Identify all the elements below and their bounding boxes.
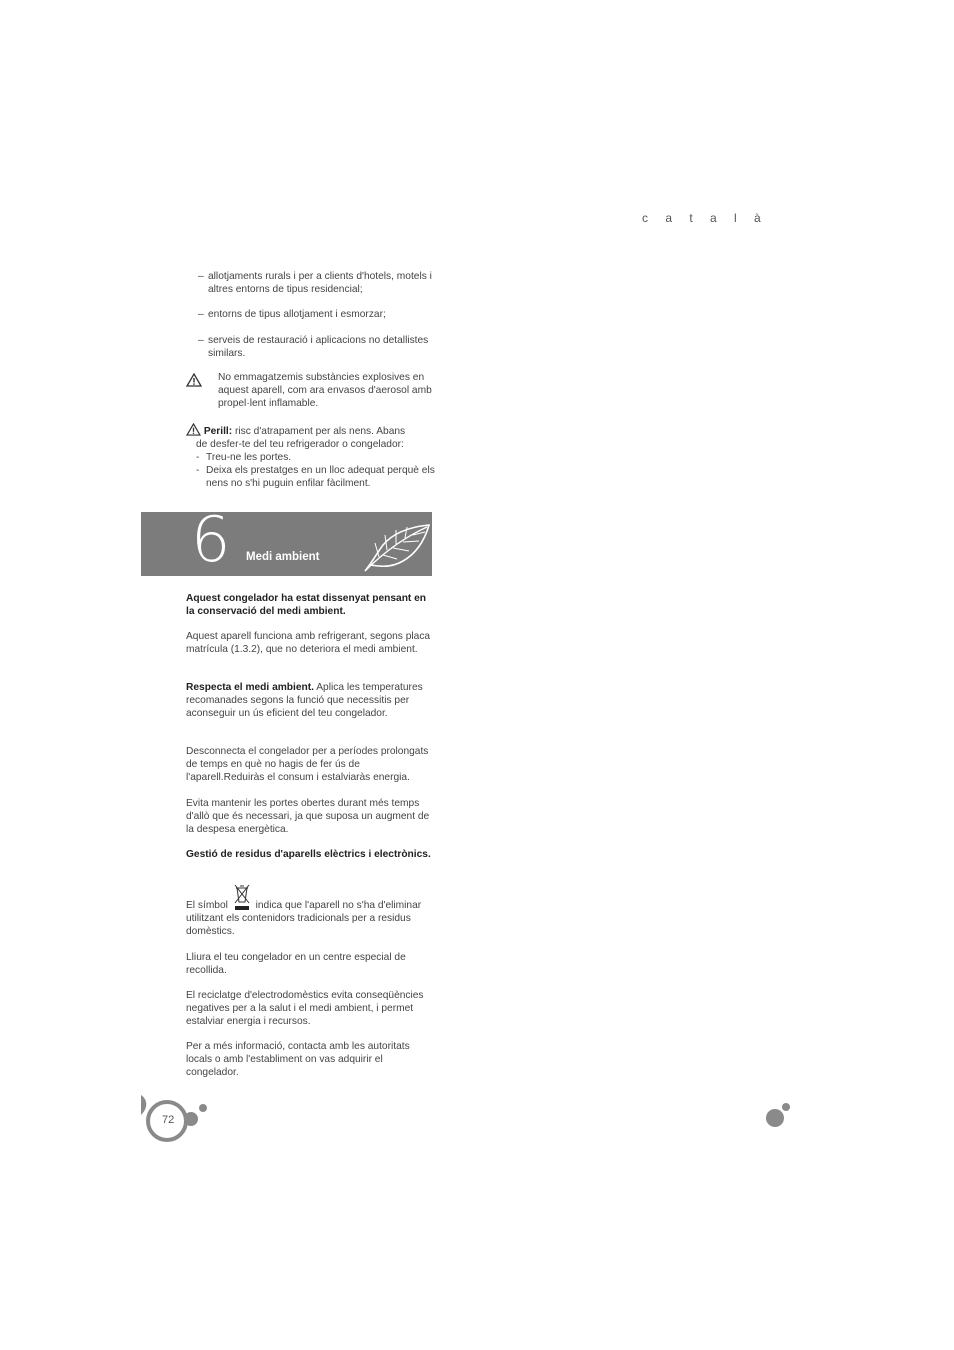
- corner-decoration: [764, 1100, 794, 1130]
- list-dash: –: [198, 309, 204, 320]
- danger-label: Perill:: [203, 426, 233, 437]
- danger-item-text: Deixa els prestatges en un lloc adequat perquè els nens no s'hi puguin enfilar fàcilment.: [206, 465, 435, 489]
- weee-text-post: indica que l'aparell no s'ha d'eliminar utilitzant els contenidors tradicionals per a residus domèstics.: [186, 900, 422, 937]
- leaf-icon: [361, 517, 431, 573]
- item-dash: -: [196, 465, 200, 476]
- paragraph: Evita mantenir les portes obertes durant més temps d'allò que és necessari, ja que suposa un augment de la despesa energètica.: [186, 798, 430, 835]
- danger-item: [186, 464, 436, 490]
- list-item-text: serveis de restauració i aplicacions no detallistes similars.: [208, 335, 429, 359]
- intro-heading: Aquest congelador ha estat dissenyat pensant en la conservació del medi ambient.: [186, 593, 427, 617]
- list-dash: –: [198, 271, 204, 282]
- section-number: 6: [191, 503, 231, 576]
- danger-item-text: Treu-ne les portes.: [206, 452, 292, 463]
- paragraph: [186, 681, 436, 720]
- paragraph-lead: Respecta el medi ambient.: [186, 682, 314, 693]
- warning-icon: [186, 423, 201, 436]
- paragraph-text: Aplica les temperatures recomanades segons la funció que necessitis per aconseguir un ús eficient del teu congelador.: [186, 682, 423, 719]
- page-number-decoration: [141, 1095, 213, 1149]
- paragraph: El reciclatge d'electrodomèstics evita conseqüències negatives per a la salut i el medi ambient, i permet estalviar energia i recursos.: [186, 990, 424, 1027]
- list-item: [198, 270, 438, 296]
- list-item: [198, 308, 438, 321]
- paragraph: Per a més informació, contacta amb les autoritats locals o amb l'establiment on vas adquirir el congelador.: [186, 1041, 410, 1078]
- paragraph: Desconnecta el congelador per a períodes prolongats de temps en què no hagis de fer ús de l'aparell.Reduiràs el consum i estalviaràs energia.: [186, 746, 429, 783]
- section-title: Medi ambient: [246, 551, 320, 563]
- section-banner: [141, 503, 432, 576]
- list-dash: –: [198, 335, 204, 346]
- danger-text-2: de desfer-te del teu refrigerador o congelador:: [196, 439, 404, 450]
- weee-paragraph: [186, 898, 436, 938]
- list-item-text: allotjaments rurals i per a clients d'hotels, motels i altres entorns de tipus residencial;: [208, 271, 432, 295]
- list-item: [198, 334, 438, 360]
- item-dash: -: [196, 452, 200, 463]
- page-number: 72: [162, 1114, 175, 1126]
- weee-heading: Gestió de residus d'aparells elèctrics i electrònics.: [186, 849, 431, 860]
- danger-warning: [186, 423, 436, 490]
- warning-icon: [186, 373, 202, 387]
- list-item-text: entorns de tipus allotjament i esmorzar;: [208, 309, 386, 320]
- language-label: c a t a l à: [642, 211, 768, 225]
- paragraph: Lliura el teu congelador en un centre especial de recollida.: [186, 952, 406, 976]
- weee-text-pre: El símbol: [186, 900, 228, 911]
- danger-text: risc d'atrapament per als nens. Abans: [235, 426, 406, 437]
- crossed-bin-icon: [232, 882, 252, 912]
- warning-text: No emmagatzemis substàncies explosives en aquest aparell, com ara envasos d'aerosol amb propel·lent inflamable.: [218, 372, 432, 409]
- explosive-warning: [186, 371, 436, 410]
- danger-item: [186, 451, 436, 464]
- paragraph: Aquest aparell funciona amb refrigerant, segons placa matrícula (1.3.2), que no deteriora el medi ambient.: [186, 631, 431, 655]
